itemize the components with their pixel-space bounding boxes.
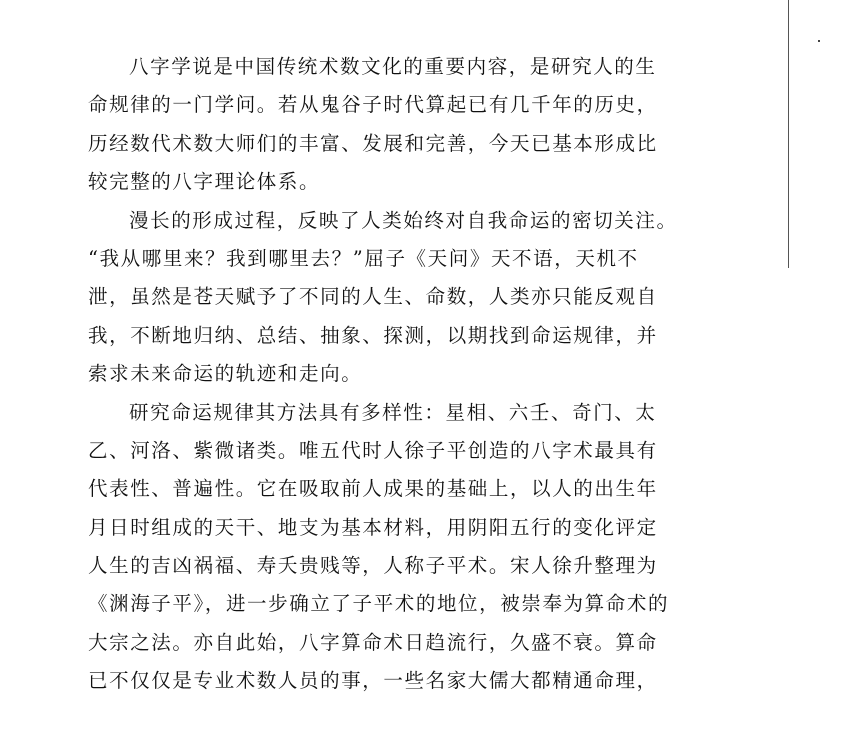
scan-speck <box>818 40 820 42</box>
text-line: 八字学说是中国传统术数文化的重要内容，是研究人的生 <box>129 55 657 78</box>
text-line: 代表性、普遍性。它在吸取前人成果的基础上，以人的出生年 <box>88 477 658 501</box>
text-line: 泄，虽然是苍天赋予了不同的人生、命数，人类亦只能反观自 <box>88 285 658 309</box>
paragraph-2 <box>88 202 708 394</box>
margin-rule <box>788 0 789 268</box>
text-line: 月日时组成的天干、地支为基本材料，用阴阳五行的变化评定 <box>88 515 658 539</box>
paragraph-3 <box>88 394 708 701</box>
text-line: 乙、河洛、紫微诸类。唯五代时人徐子平创造的八字术最具有 <box>88 438 658 462</box>
paragraph-1 <box>88 48 708 202</box>
text-line: 已不仅仅是专业术数人员的事，一些名家大儒大都精通命理， <box>88 669 658 693</box>
text-line: 命规律的一门学问。若从鬼谷子时代算起已有几千年的历史， <box>88 93 658 117</box>
text-line: 较完整的八字理论体系。 <box>88 170 321 194</box>
text-line: 索求未来命运的轨迹和走向。 <box>88 362 363 386</box>
text-line: 历经数代术数大师们的丰富、发展和完善，今天已基本形成比 <box>88 131 658 155</box>
body-text <box>88 48 708 701</box>
text-line: 我，不断地归纳、总结、抽象、探测，以期找到命运规律，并 <box>88 323 658 347</box>
text-line: 大宗之法。亦自此始，八字算命术日趋流行，久盛不衰。算命 <box>88 630 658 654</box>
text-line: 漫长的形成过程，反映了人类始终对自我命运的密切关注。 <box>129 208 678 232</box>
text-line: 人生的吉凶祸福、寿夭贵贱等，人称子平术。宋人徐升整理为 <box>88 554 658 578</box>
text-line: “我从哪里来？我到哪里去？”屈子《天问》天不语，天机不 <box>88 246 639 270</box>
text-line: 研究命运规律其方法具有多样性：星相、六壬、奇门、太 <box>129 400 657 424</box>
text-line: 《渊海子平》，进一步确立了子平术的地位，被崇奉为算命术的 <box>88 592 670 616</box>
